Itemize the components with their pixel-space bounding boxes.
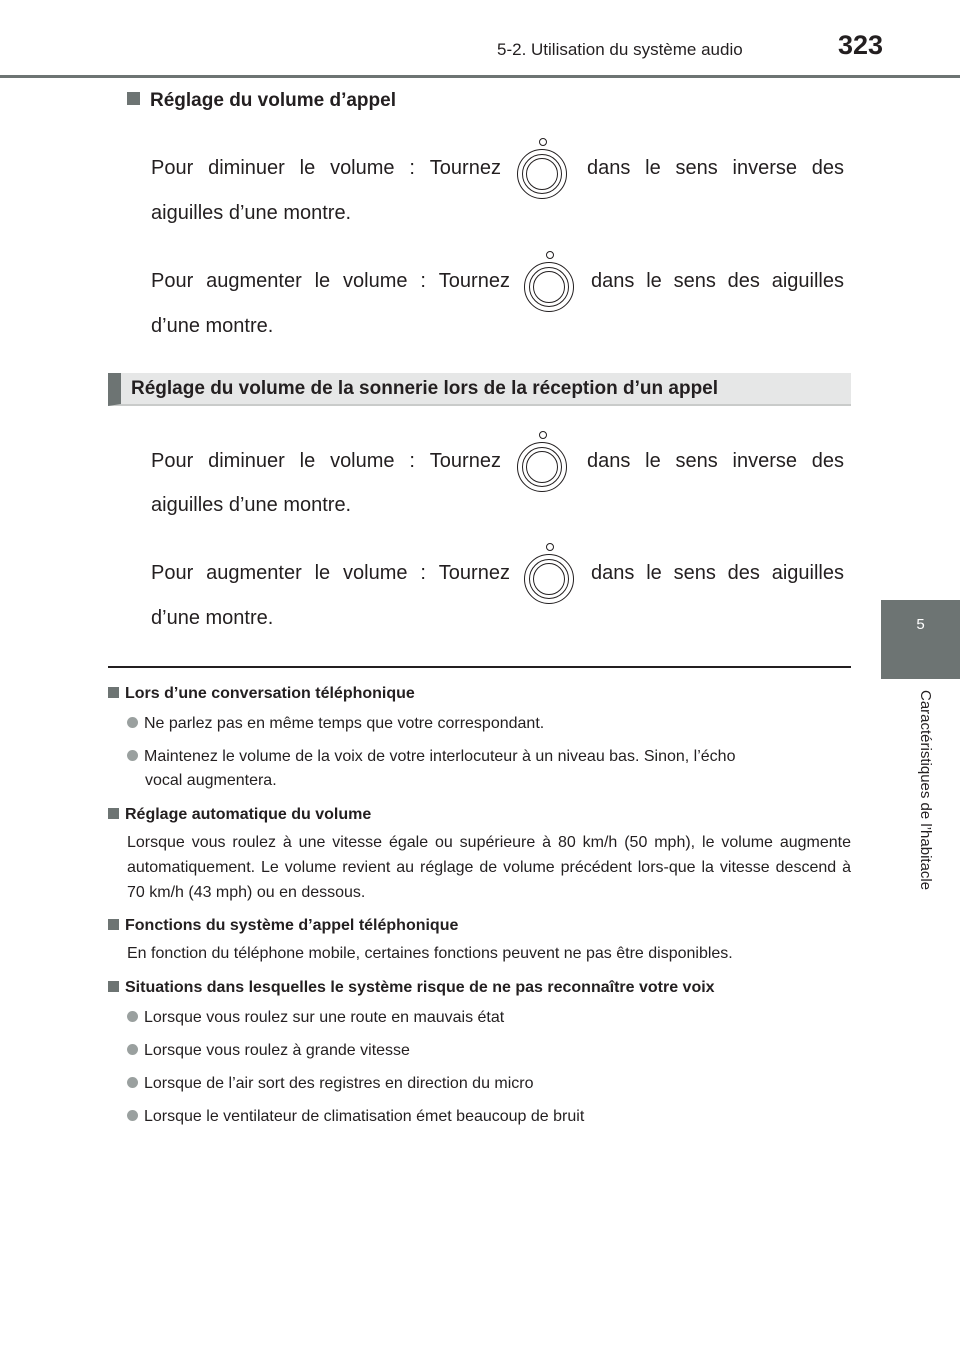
note-bullet <box>127 1009 504 1027</box>
word: dans <box>587 156 631 179</box>
word: diminuer <box>208 156 285 179</box>
note-bullet <box>127 1075 534 1093</box>
words-before <box>151 270 510 293</box>
word: augmenter <box>206 269 302 292</box>
instruction-continuation: aiguilles d’une montre. <box>151 494 352 516</box>
word: le <box>645 449 661 472</box>
note-heading-text: Réglage automatique du volume <box>125 806 372 823</box>
word: volume <box>330 156 395 179</box>
note-bullet <box>127 748 735 766</box>
note-bullet-text: Ne parlez pas en même temps que votre correspondant. <box>144 715 545 732</box>
note-bullet-text: Lorsque de l’air sort des registres en direction du micro <box>144 1075 534 1092</box>
instruction-line <box>151 543 844 603</box>
note-bullet-text: Lorsque le ventilateur de climatisation émet beaucoup de bruit <box>144 1108 585 1125</box>
volume-knob-icon <box>517 431 571 491</box>
note-bullet <box>127 1042 410 1060</box>
words-after <box>587 157 844 180</box>
round-bullet-icon <box>127 1110 138 1121</box>
volume-knob-icon <box>517 138 571 198</box>
round-bullet-icon <box>127 1044 138 1055</box>
note-bullet-text: Maintenez le volume de la voix de votre interlocuteur à un niveau bas. Sinon, l’écho <box>144 748 736 765</box>
square-bullet-icon <box>108 981 119 992</box>
section-heading-bar <box>108 373 851 406</box>
word: : <box>420 561 426 584</box>
volume-appel-heading <box>127 90 396 112</box>
word: des <box>727 269 760 292</box>
note-bullet-text: Lorsque vous roulez à grande vitesse <box>144 1042 410 1059</box>
word: Pour <box>151 156 194 179</box>
word: le <box>299 449 316 472</box>
word: sens <box>675 156 718 179</box>
word: le <box>314 561 331 584</box>
volume-knob-icon <box>524 543 578 603</box>
word: des <box>727 561 760 584</box>
square-bullet-icon <box>108 687 119 698</box>
chapter-tab <box>881 600 960 679</box>
word: dans <box>591 561 635 584</box>
word: augmenter <box>206 561 302 584</box>
round-bullet-icon <box>127 1077 138 1088</box>
note-paragraph: En fonction du téléphone mobile, certaines fonctions peuvent ne pas être disponibles. <box>127 945 733 962</box>
instruction-continuation: d’une montre. <box>151 607 274 629</box>
square-bullet-icon <box>108 808 119 819</box>
word: des <box>811 449 844 472</box>
note-bullet <box>127 1108 584 1126</box>
word: des <box>811 156 844 179</box>
instruction-line <box>151 138 844 198</box>
running-header-section: 5-2. Utilisation du système audio <box>497 40 743 59</box>
page-number: 323 <box>838 30 884 60</box>
word: le <box>646 561 662 584</box>
instruction-continuation: aiguilles d’une montre. <box>151 202 352 224</box>
square-bullet-icon <box>127 92 140 105</box>
notes-divider <box>108 666 851 668</box>
note-bullet <box>127 715 544 733</box>
word: : <box>409 449 415 472</box>
words-after <box>591 562 844 585</box>
volume-knob-icon <box>524 251 578 311</box>
word: volume <box>343 269 408 292</box>
note-heading-text: Fonctions du système d’appel téléphonique <box>125 917 459 934</box>
round-bullet-icon <box>127 1011 138 1022</box>
word: inverse <box>732 449 797 472</box>
note-paragraph: Lorsque vous roulez à une vitesse égale ou supérieure à 80 km/h (50 mph), le volume augmente automatiquement. Le volume revient au réglage de volume précédent lors-que la vitesse descend à 70 km/h (43 mph) ou en dessous. <box>127 834 851 901</box>
chapter-title: Caractéristiques de l’habitacle <box>917 690 934 891</box>
word: volume <box>330 449 395 472</box>
word: dans <box>591 269 635 292</box>
words-after <box>591 270 844 293</box>
instruction-line <box>151 431 844 491</box>
word: sens <box>673 561 716 584</box>
words-before <box>151 562 510 585</box>
note-heading <box>108 979 715 997</box>
word: dans <box>587 449 631 472</box>
note-heading <box>108 685 415 703</box>
note-heading <box>108 806 371 824</box>
word: aiguilles <box>771 561 844 584</box>
word: volume <box>343 561 408 584</box>
note-heading <box>108 917 458 935</box>
word: : <box>409 156 415 179</box>
word: Tournez <box>429 449 501 472</box>
note-bullet-continuation: vocal augmentera. <box>145 772 277 789</box>
word: Pour <box>151 269 194 292</box>
word: Tournez <box>429 156 501 179</box>
volume-appel-heading-text: Réglage du volume d’appel <box>150 90 396 111</box>
note-heading-text: Situations dans lesquelles le système risque de ne pas reconnaître votre voix <box>125 979 715 996</box>
square-bullet-icon <box>108 919 119 930</box>
word: le <box>299 156 316 179</box>
word: : <box>420 269 426 292</box>
word: le <box>646 269 662 292</box>
word: Tournez <box>438 269 510 292</box>
words-before <box>151 157 501 180</box>
word: diminuer <box>208 449 285 472</box>
word: Pour <box>151 449 194 472</box>
word: inverse <box>732 156 797 179</box>
section-heading: Réglage du volume de la sonnerie lors de la réception d’un appel <box>131 378 719 399</box>
word: Pour <box>151 561 194 584</box>
words-before <box>151 450 501 473</box>
header-divider <box>0 75 960 78</box>
round-bullet-icon <box>127 717 138 728</box>
instruction-continuation: d’une montre. <box>151 315 274 337</box>
word: aiguilles <box>771 269 844 292</box>
note-bullet-text: Lorsque vous roulez sur une route en mauvais état <box>144 1009 505 1026</box>
note-heading-text: Lors d’une conversation téléphonique <box>125 685 415 702</box>
instruction-line <box>151 251 844 311</box>
word: sens <box>673 269 716 292</box>
word: le <box>314 269 331 292</box>
word: sens <box>675 449 718 472</box>
word: Tournez <box>438 561 510 584</box>
round-bullet-icon <box>127 750 138 761</box>
words-after <box>587 450 844 473</box>
word: le <box>645 156 661 179</box>
chapter-number: 5 <box>916 616 925 633</box>
